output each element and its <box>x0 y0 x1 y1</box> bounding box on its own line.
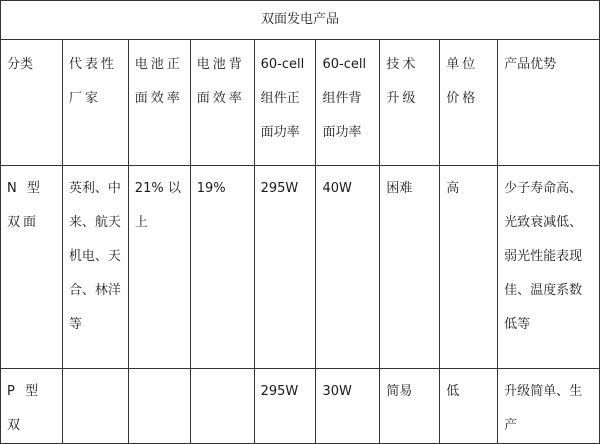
header-category-text: 分类 <box>7 57 34 72</box>
cell-text: N 型双面 <box>7 181 43 230</box>
cell-text: 少子寿命高、光致衰减低、弱光性能表现佳、温度系数低等 <box>504 181 583 332</box>
header-front-power-text: 60-cell组件正面功率 <box>260 57 305 140</box>
header-cell-front-efficiency <box>128 40 190 166</box>
cell-front-power <box>254 369 316 444</box>
cell-text: 295W <box>260 384 299 399</box>
header-cell-unit-price <box>440 40 498 166</box>
header-cell-front-power <box>254 40 316 166</box>
header-cell-tech-upgrade <box>380 40 440 166</box>
header-unit-price-text: 单位价格 <box>446 57 479 106</box>
header-back-efficiency-text: 电池背面效率 <box>196 57 245 106</box>
cell-text: 19% <box>196 181 226 196</box>
header-cell-back-efficiency <box>190 40 254 166</box>
cell-text: 295W <box>260 181 299 196</box>
cell-unit-price <box>440 166 498 369</box>
cell-text: 低 <box>446 384 460 399</box>
header-back-power-text: 60-cell组件背面功率 <box>322 57 367 140</box>
cell-text: P 型双 <box>7 384 41 433</box>
cell-category <box>1 369 63 444</box>
table-title: 双面发电产品 <box>1 1 600 40</box>
header-tech-upgrade-text: 技术升级 <box>386 57 419 106</box>
cell-front-efficiency <box>128 369 190 444</box>
cell-text: 英利、中来、航天机电、天合、林洋等 <box>68 181 121 332</box>
cell-tech-upgrade <box>380 369 440 444</box>
cell-front-efficiency <box>128 166 190 369</box>
header-cell-category <box>1 40 63 166</box>
header-front-efficiency-text: 电池正面效率 <box>134 57 183 106</box>
header-cell-back-power <box>316 40 380 166</box>
cell-text: 升级简单、生产 <box>504 384 583 433</box>
cell-text: 40W <box>322 181 352 196</box>
header-advantages-text: 产品优势 <box>504 57 557 72</box>
cell-category <box>1 166 63 369</box>
cell-text: 高 <box>446 181 460 196</box>
cell-advantages <box>498 166 600 369</box>
title-row <box>1 1 600 40</box>
cell-front-power <box>254 166 316 369</box>
cell-text: 30W <box>322 384 352 399</box>
cell-manufacturer <box>62 369 128 444</box>
cell-text: 21% 以上 <box>134 181 181 230</box>
cell-advantages <box>498 369 600 444</box>
header-row <box>1 40 600 166</box>
cell-back-efficiency <box>190 166 254 369</box>
header-manufacturer-text: 代表性厂家 <box>68 57 117 106</box>
cell-manufacturer <box>62 166 128 369</box>
cell-text: 困难 <box>386 181 413 196</box>
cell-text: 简易 <box>386 384 413 399</box>
cell-back-power <box>316 166 380 369</box>
cell-back-power <box>316 369 380 444</box>
table-row <box>1 369 600 444</box>
header-cell-manufacturer <box>62 40 128 166</box>
cell-unit-price <box>440 369 498 444</box>
cell-tech-upgrade <box>380 166 440 369</box>
header-cell-advantages <box>498 40 600 166</box>
cell-back-efficiency <box>190 369 254 444</box>
table-row <box>1 166 600 369</box>
